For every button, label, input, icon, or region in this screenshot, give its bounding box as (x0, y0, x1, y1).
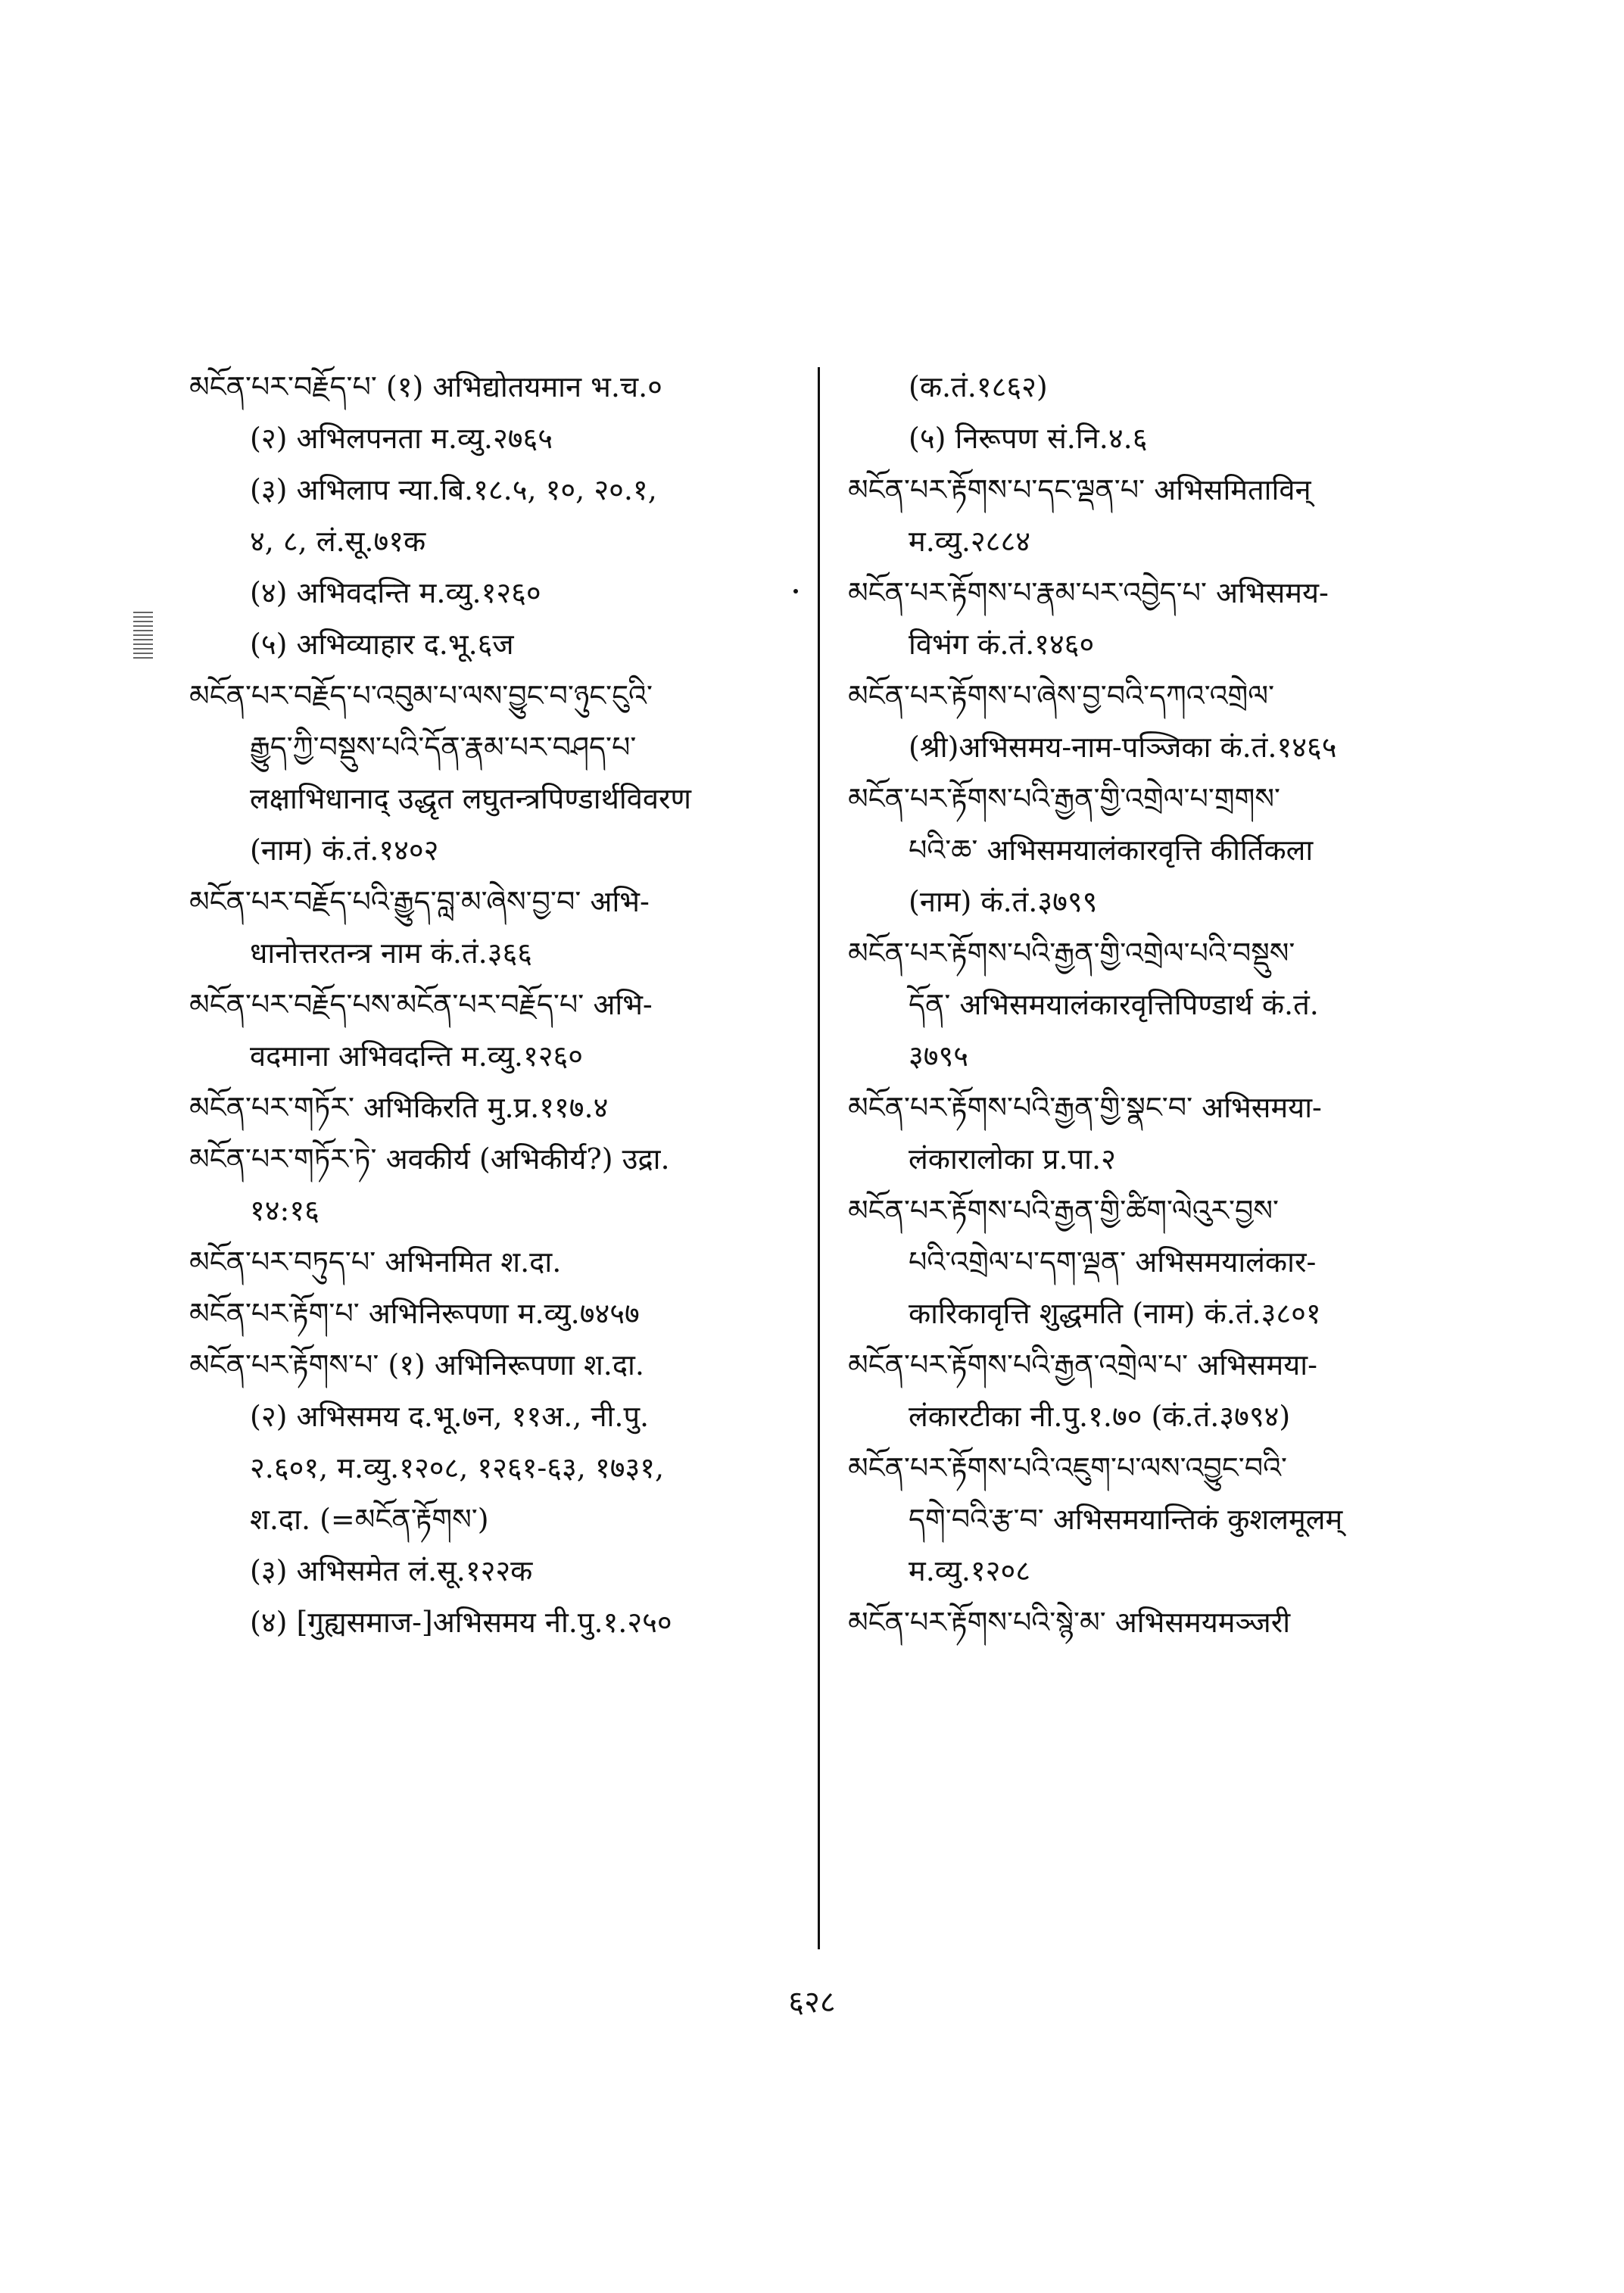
entry-line: विभंग कं.तं.१४६० (909, 628, 1095, 661)
entry-line: མངོན་པར་རྟོགས་པ་ (१) अभिनिरूपणा श.दा. (189, 1348, 644, 1382)
entry-line: ४, ८, लं.सू.७१क (250, 525, 426, 558)
entry-line: རྒྱུད་ཀྱི་བསྡུས་པའི་དོན་རྣམ་པར་བཤད་པ་ (250, 731, 637, 764)
page-number: ६२८ (788, 1985, 836, 2020)
entry-line: མངོན་པར་བརྗོད་པ་འབུམ་པ་ལས་བྱུང་བ་ཉུང་ངུའི་ (189, 679, 653, 712)
entry-line: མངོན་པར་རྟོགས་པ་དང་ལྡན་པ་ अभिसमिताविन् (848, 473, 1311, 506)
margin-dots (133, 612, 153, 662)
entry-line: (क.तं.१८६२) (909, 370, 1048, 403)
entry-line: म.व्यु.१२०८ (909, 1554, 1030, 1587)
left-column (189, 363, 810, 1650)
entry-line: (५) अभिव्याहार द.भू.६ज (250, 628, 514, 661)
entry-line: མངོན་པར་རྟོགས་པའི་རྒྱན་གྱི་འགྲེལ་པའི་བསྡུས་ (848, 936, 1295, 970)
entry-line: པའི་འགྲེལ་པ་དག་ལྡན་ अभिसमयालंकार- (909, 1245, 1317, 1279)
entry-line: མངོན་པར་རྟོགས་པའི་འཇུག་པ་ལས་འབྱུང་བའི་ (848, 1451, 1287, 1485)
entry-line: མངོན་པར་བརྗོད་པའི་རྒྱུད་བླ་མ་ཞེས་བྱ་བ་ अभि- (189, 885, 650, 918)
entry-line: མངོན་པར་རྟོགས་པའི་རྒྱན་འགྲེལ་པ་ अभिसमया- (848, 1348, 1317, 1382)
entry-line: མངོན་པར་རྟོག་པ་ अभिनिरूपणा म.व्यु.७४५७ (189, 1297, 640, 1330)
entry-line: (नाम) कं.तं.१४०२ (250, 833, 439, 867)
entry-line: (२) अभिलपनता म.व्यु.२७६५ (250, 422, 553, 455)
entry-line: (३) अभिसमेत लं.सू.१२२क (250, 1554, 533, 1587)
entry-line: མངོན་པར་རྟོགས་པའི་རྒྱན་གྱི་འགྲེལ་པ་གྲགས་ (848, 782, 1281, 815)
entry-line: (२) अभिसमय द.भू.७न, ११अ., नी.पु. (250, 1400, 650, 1433)
entry-line: १४:१६ (250, 1194, 320, 1227)
entry-line: लंकारटीका नी.पु.१.७० (कं.तं.३७९४) (909, 1400, 1291, 1433)
entry-line: वदमाना अभिवदन्ति म.व्यु.१२६० (250, 1039, 584, 1073)
entry-line: པའི་ཆ་ अभिसमयालंकारवृत्ति कीर्तिकला (909, 833, 1314, 867)
entry-line: མངོན་པར་རྟོགས་པའི་རྒྱན་གྱི་སྣང་བ་ अभिसमया- (848, 1091, 1322, 1124)
entry-line: म.व्यु.२८८४ (909, 525, 1030, 558)
entry-line: धानोत्तरतन्त्र नाम कं.तं.३६६ (250, 936, 533, 970)
entry-line: (४) [गुह्यसमाज-]अभिसमय नी.पु.१.२५० (250, 1606, 672, 1639)
entry-line: लंकारालोका प्र.पा.२ (909, 1142, 1116, 1176)
column-divider (818, 367, 820, 1949)
entry-line: (नाम) कं.तं.३७९९ (909, 885, 1098, 918)
entry-line: མངོན་པར་བརྗོད་པས་མངོན་པར་བརྗོད་པ་ अभि- (189, 988, 653, 1021)
entry-line: མངོན་པར་རྟོགས་པ་ཞེས་བྱ་བའི་དཀའ་འགྲེལ་ (848, 679, 1275, 712)
entry-line: མངོན་པར་བརྗོད་པ་ (१) अभिद्योतयमान भ.च.० (189, 370, 662, 403)
entry-line: (श्री)अभिसमय-नाम-पञ्जिका कं.तं.१४६५ (909, 731, 1337, 764)
entry-line: कारिकावृत्ति शुद्धमति (नाम) कं.तं.३८०१ (909, 1297, 1321, 1330)
entry-line: མངོན་པར་རྟོགས་པ་རྣམ་པར་འབྱེད་པ་ अभिसमय- (848, 576, 1329, 609)
right-column (848, 363, 1454, 1650)
entry-line: མངོན་པར་གཏོར་ अभिकिरति मु.प्र.११७.४ (189, 1091, 609, 1124)
entry-line: (३) अभिलाप न्या.बि.१८.५, १०, २०.१, (250, 473, 657, 506)
entry-line: श.दा. (=མངོན་རྟོགས་) (250, 1503, 489, 1536)
entry-line: མངོན་པར་བཏུད་པ་ अभिनमित श.दा. (189, 1245, 562, 1279)
entry-line: དགེ་བའི་རྩ་བ་ अभिसमयान्तिकं कुशलमूलम् (909, 1503, 1343, 1536)
entry-line: (५) निरूपण सं.नि.४.६ (909, 422, 1148, 455)
entry-line: लक्षाभिधानाद् उद्धृत लघुतन्त्रपिण्डार्थविवरण (250, 782, 691, 815)
entry-line: २.६०१, म.व्यु.१२०८, १२६१-६३, १७३१, (250, 1451, 665, 1485)
entry-line: མངོན་པར་རྟོགས་པའི་རྒྱན་གྱི་ཚིག་ལེའུར་བྱས་ (848, 1194, 1280, 1227)
entry-line: (४) अभिवदन्ति म.व्यु.१२६० (250, 576, 541, 609)
entry-line: དོན་ अभिसमयालंकारवृत्तिपिण्डार्थ कं.तं. (909, 988, 1319, 1021)
entry-line: ३७९५ (909, 1039, 969, 1073)
entry-line: མངོན་པར་གཏོར་ཏེ་ अवकीर्य (अभिकीर्य?) उद्रा. (189, 1142, 670, 1176)
entry-line: མངོན་པར་རྟོགས་པའི་སྙེ་མ་ अभिसमयमञ्जरी (848, 1606, 1291, 1639)
